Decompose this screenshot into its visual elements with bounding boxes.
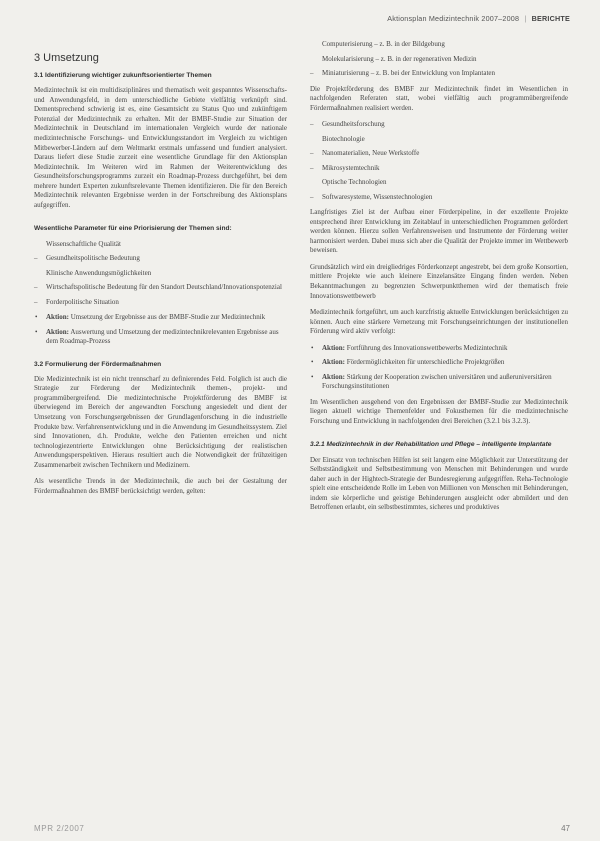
list-item: – Mikrosystemtechnik [310, 164, 568, 174]
aktion-item: • Aktion: Stärkung der Kooperation zwischen universitären und außeruniversitären Forschungsinstitutionen [310, 373, 568, 392]
aktion-item: • Aktion: Fortführung des Innovationswettbewerbs Medizintechnik [310, 344, 568, 354]
aktion-item: • Aktion: Auswertung und Umsetzung der medizintechnikrelevanten Ergebnisse aus dem Roadmap-Prozess [34, 328, 287, 347]
list-item: Molekularisierung – z. B. in der regenerativen Medizin [322, 54, 477, 63]
trends-list [310, 40, 568, 79]
right-column [310, 40, 568, 520]
list-item: Optische Technologien [322, 178, 387, 187]
parameters-list [34, 240, 287, 308]
left-column [34, 52, 287, 503]
paragraph: Medizintechnik fortgeführt, um auch kurzfristig aktuelle Entwicklungen berücksichtigen zu können. Auch eine stärkere Vernetzung mit Forschungseinrichtungen der institutionellen Förderung wird aktiv verfolgt: [310, 308, 568, 336]
aktion-item: • Aktion: Fördermöglichkeiten für unterschiedliche Projektgrößen [310, 358, 568, 368]
list-item: Klinische Anwendungsmöglichkeiten [46, 268, 152, 277]
header-title: Aktionsplan Medizintechnik 2007–2008 [387, 14, 520, 23]
list-item: Computerisierung – z. B. in der Bildgebung [322, 40, 445, 48]
list-item: – Miniaturisierung – z. B. bei der Entwicklung von Implantaten [310, 69, 568, 79]
section-title: 3 Umsetzung [34, 52, 99, 64]
header-section: BERICHTE [531, 14, 570, 23]
subsection-3-2-heading: 3.2 Formulierung der Fördermaßnahmen [34, 360, 162, 368]
page-number: 47 [561, 824, 570, 833]
paragraph: Der Einsatz von technischen Hilfen ist seit langem eine Möglichkeit zur Unterstützung der Selbstständigkeit und Selbstbestimmung von Menschen mit Behinderungen und wurde daher auch in der Hightech-Strategie der Bundesregierung aufgegriffen. Reha-Technologie spielt eine entscheidende Rolle im Leben von Millionen von Menschen mit Behinderungen, indem sie körperliche und geistige Behinderungen ausgleicht oder abmildert und den Betroffenen erlaubt, ein selbstbestimmtes, sicheres und produktives [310, 455, 568, 512]
paragraph: Die Projektförderung des BMBF zur Medizintechnik findet im Wesentlichen in nachfolgenden Referaten statt, wobei vielfältig auch programmübergreifende Fördermaßnahmen realisiert werden. [310, 84, 568, 112]
aktion-item: • Aktion: Umsetzung der Ergebnisse aus der BMBF-Studie zur Medizintechnik [34, 313, 287, 323]
journal-footer: MPR 2/2007 [34, 824, 85, 833]
list-item: – Softwaresysteme, Wissenstechnologien [310, 193, 568, 203]
list-item: – Nanomaterialien, Neue Werkstoffe [310, 149, 568, 159]
paragraph: Die Medizintechnik ist ein nicht trennscharf zu definierendes Feld. Folglich ist auch die Strategie zur Förderung der Medizintechnik themen-, projekt- und programmübergreifend. Die medizintechnische Projektförderung des BMBF ist überwiegend im Bereich der angewandten Forschung angesiedelt und dient der Umsetzung von Forschungsergebnissen der Grundlagenforschung in die industrielle Produkte bzw. Verfahrensentwicklung und in die Anwendung im Gesundheitssystem. Ziel sind Innovationen, d.h. Produkte, welche den Patienten erreichen und nicht technologiezentrierte Entwicklungen ohne Berücksichtigung der realistischen Anwendungsperspektiven. Hieraus resultiert auch die Notwendigkeit der frühzeitigen Zusammenarbeit zwischen Technikern und Medizinern. [34, 374, 287, 469]
list-item: Biotechnologie [322, 134, 365, 143]
paragraph: Grundsätzlich wird ein dreigliedriges Förderkonzept angestrebt, bei dem große Konsortien, mittlere Projekte wie auch kleinere Einzelansätze Eingang finden werden. Neben Bekanntmachungen zu begrenzten Schwerpunktthemen wird der thematisch freie Innovationswettbewerb [310, 262, 568, 300]
subsection-3-2-1-heading: 3.2.1 Medizintechnik in der Rehabilitation und Pflege – intelligente Implantate [310, 441, 552, 449]
parameters-heading: Wesentliche Parameter für eine Priorisierung der Themen sind: [34, 225, 232, 233]
aktion-list [310, 344, 568, 392]
paragraph: Medizintechnik ist ein multidisziplinäres und thematisch weit gespanntes Wissenschafts- und Anwendungsfeld, in dem unterschiedliche Gebiete vielfältig verknüpft sind. Dementsprechend schwierig ist es, eine Gesamtsicht zu Status Quo und zukünftigem Potenzial der Medizintechnik zu erhalten. Mit der BMBF-Studie zur Situation der Medizintechnik in Deutschland im internationalen Vergleich wurde der nationale medizintechnische Forschungs- und Entwicklungsstandort im Vergleich zu wichtigen Mitbewerber-Ländern auf dem Weltmarkt erstmals umfassend und fundiert analysiert. Daraus liefert diese Studie zurzeit eine wesentliche Grundlage für den Aktionsplan Medizintechnik. Im Weiteren wird im Rahmen der Weiterentwicklung des Gesundheitsforschungsprogramms zurzeit ein Roadmap-Prozess durchgeführt, bei dem mehrere hundert Experten zukunftsrelevante Themen identifizieren. Die für den Bereich Medizintechnik relevanten Ergebnisse werden in der Fortschreibung des Aktionsplans aufgegriffen. [34, 86, 287, 209]
paragraph: Im Wesentlichen ausgehend von den Ergebnissen der BMBF-Studie zur Medizintechnik liegen aktuell wichtige Themenfelder und Fokusthemen für die medizintechnische Forschung und Entwicklung in nachfolgenden drei Bereichen (3.2.1 bis 3.2.3). [310, 397, 568, 425]
referate-list [310, 120, 568, 202]
list-item: – Gesundheitsforschung [310, 120, 568, 130]
list-item: Wissenschaftliche Qualität [46, 239, 121, 248]
list-item: – Forderpolitische Situation [34, 298, 287, 308]
subsection-3-1-heading: 3.1 Identifizierung wichtiger zukunftsorientierter Themen [34, 72, 212, 79]
paragraph: Langfristiges Ziel ist der Aufbau einer Förderpipeline, in der exzellente Projekte entsprechend ihrer Entwicklung im Zeitablauf in unterschiedlichen Programmen gefördert werden können. Hierzu sollen Verfahrensweisen und Instrumente der Förderung weiter harmonisiert werden. Dabei muss sich aber die Qualität der Projekte immer im Wettbewerb beweisen. [310, 208, 568, 255]
list-item: – Wirtschaftspolitische Bedeutung für den Standort Deutschland/Innovationspotenzial [34, 283, 287, 293]
header-separator: | [524, 14, 527, 23]
paragraph: Als wesentliche Trends in der Medizintechnik, die auch bei der Gestaltung der Fördermaßnahmen des BMBF berücksichtigt werden, gelten: [34, 477, 287, 495]
list-item: – Gesundheitspolitische Bedeutung [34, 254, 287, 264]
aktion-list [34, 313, 287, 347]
running-header [387, 14, 570, 23]
